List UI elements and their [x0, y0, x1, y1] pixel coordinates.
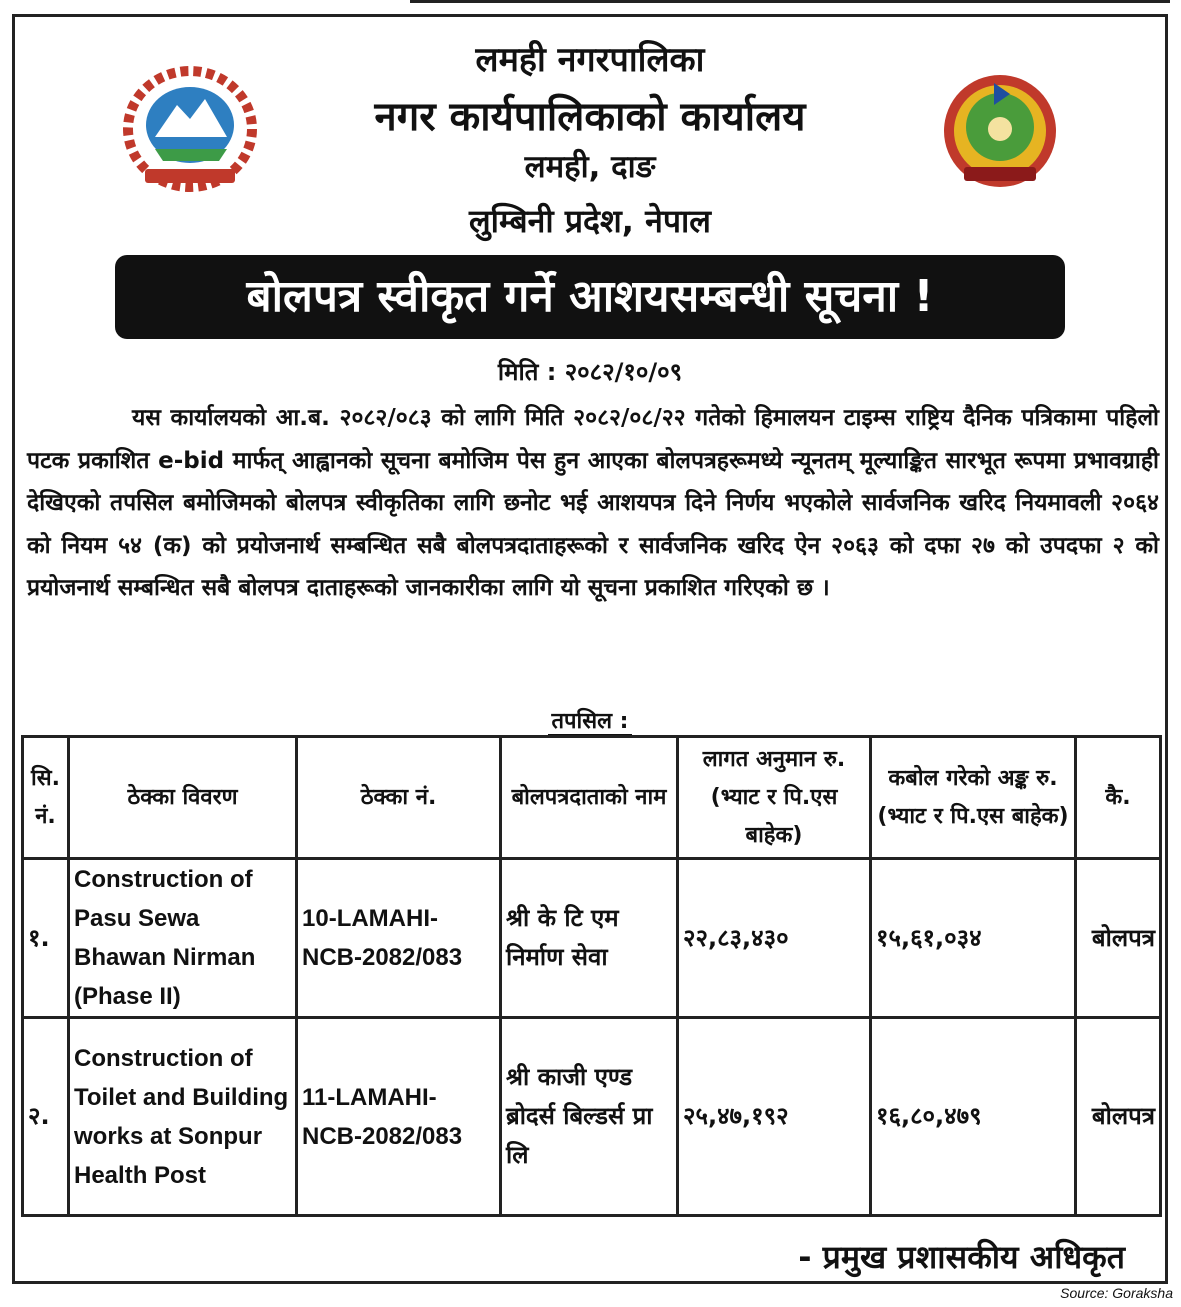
- signatory: - प्रमुख प्रशासकीय अधिकृत: [798, 1238, 1125, 1276]
- header-bidder: बोलपत्रदाताको नाम: [501, 737, 678, 859]
- table-row: [23, 1018, 1161, 1216]
- row-description: Construction of Toilet and Building works at Sonpur Health Post: [69, 1018, 297, 1216]
- notice-date: मिति : २०८२/१०/०९: [497, 358, 683, 386]
- row-contract-no: 11-LAMAHI-NCB-2082/083: [297, 1018, 501, 1216]
- row-bidder: श्री काजी एण्ड ब्रोदर्स बिल्डर्स प्रा लि: [501, 1018, 678, 1216]
- source-credit: Source: Goraksha: [1060, 1285, 1173, 1301]
- row-quoted: १६,८०,४७९: [871, 1018, 1076, 1216]
- header-quoted: कबोल गरेको अङ्क रु.(भ्याट र पि.एस बाहेक): [871, 737, 1076, 859]
- row-sn: १.: [23, 859, 69, 1018]
- row-estimate: २५,४७,१९२: [678, 1018, 871, 1216]
- row-quoted: १५,६१,०३४: [871, 859, 1076, 1018]
- office-name: नगर कार्यपालिकाको कार्यालय: [374, 94, 806, 140]
- row-bidder: श्री के टि एम निर्माण सेवा: [501, 859, 678, 1018]
- table-caption-text: तपसिल :: [548, 709, 633, 736]
- row-contract-no: 10-LAMAHI-NCB-2082/083: [297, 859, 501, 1018]
- notice-title-banner: बोलपत्र स्वीकृत गर्ने आशयसम्बन्धी सूचना !: [115, 255, 1065, 339]
- province-name: लुम्बिनी प्रदेश, नेपाल: [468, 202, 712, 240]
- row-remarks: बोलपत्र: [1076, 1018, 1161, 1216]
- row-remarks: बोलपत्र: [1076, 859, 1161, 1018]
- row-sn: २.: [23, 1018, 69, 1216]
- table-caption: [15, 705, 1165, 735]
- office-location: लमही, दाङ: [524, 149, 656, 185]
- header-contract-no: ठेक्का नं.: [297, 737, 501, 859]
- tender-notice: [12, 14, 1168, 1284]
- header-sn: सि. नं.: [23, 737, 69, 859]
- header-remarks: कै.: [1076, 737, 1161, 859]
- header-description: ठेक्का विवरण: [69, 737, 297, 859]
- row-estimate: २२,८३,४३०: [678, 859, 871, 1018]
- header-estimate: लागत अनुमान रु.(भ्याट र पि.एस बाहेक): [678, 737, 871, 859]
- municipality-name: लमही नगरपालिका: [475, 40, 705, 80]
- bid-table: [21, 735, 1162, 1217]
- row-description: Construction of Pasu Sewa Bhawan Nirman (Phase II): [69, 859, 297, 1018]
- table-row: [23, 859, 1161, 1018]
- notice-body: यस कार्यालयको आ.ब. २०८२/०८३ को लागि मिति २०८२/०८/२२ गतेको हिमालयन टाइम्स राष्ट्रिय दैनिक पत्रिकामा पहिलो पटक प्रकाशित e-bid मार्फत् आह्वानको सूचना बमोजिम पेस हुन आएका बोलपत्रहरूमध्ये न्यूनतम् मूल्याङ्कित सारभूत रूपमा प्रभावग्राही देखिएको तपसिल बमोजिमको बोलपत्र स्वीकृतिका लागि छनोट भई आशयपत्र दिने निर्णय भएकोले सार्वजनिक खरिद नियमावली २०६४ को नियम ५४ (क) को प्रयोजनार्थ सम्बन्धित सबै बोलपत्रदाताहरूको र सार्वजनिक खरिद ऐन २०६३ को दफा २७ को उपदफा २ को प्रयोजनार्थ सम्बन्धित सबै बोलपत्र दाताहरूको जानकारीका लागि यो सूचना प्रकाशित गरिएको छ ।: [27, 405, 1159, 601]
- top-edge-strip: [410, 0, 1170, 3]
- table-header-row: [23, 737, 1161, 859]
